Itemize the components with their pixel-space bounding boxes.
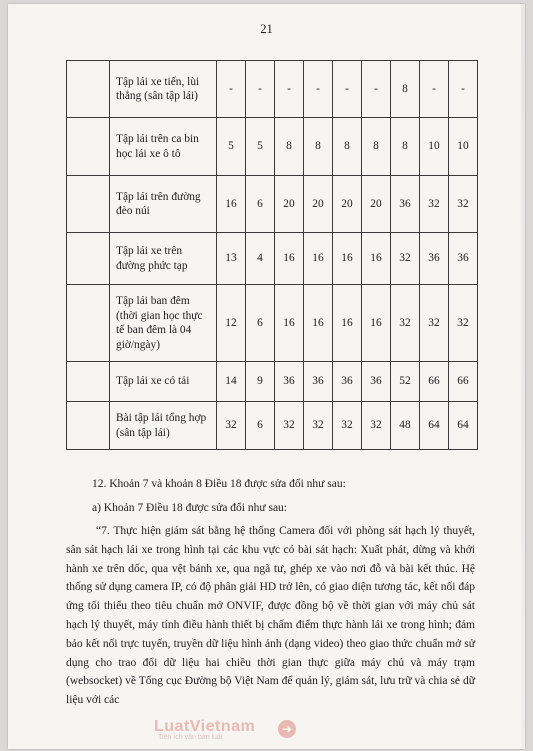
watermark-brand: LuatVietnam	[154, 718, 256, 735]
table-cell-value: 36	[362, 362, 391, 402]
table-cell-label: Tập lái xe tiến, lùi thẳng (sân tập lái)	[110, 61, 217, 118]
table-cell-value: 6	[246, 285, 275, 362]
table-cell-value: 36	[304, 362, 333, 402]
watermark-logo	[154, 718, 304, 744]
table-cell-value: 8	[275, 118, 304, 176]
table-cell-label: Tập lái ban đêm (thời gian học thực tế ban đêm là 04 giờ/ngày)	[110, 285, 217, 362]
table-cell-value: 66	[449, 362, 478, 402]
table-cell-value: 36	[391, 176, 420, 233]
table-cell-value: 8	[391, 61, 420, 118]
table-cell-value: 13	[217, 233, 246, 285]
table-cell-value: 36	[420, 233, 449, 285]
table-cell-value: 14	[217, 362, 246, 402]
table-row	[67, 402, 478, 450]
table-cell-value: 36	[275, 362, 304, 402]
table-cell-value: 10	[420, 118, 449, 176]
table-cell-label: Tập lái trên ca bin học lái xe ô tô	[110, 118, 217, 176]
table-cell-value: 32	[333, 402, 362, 450]
table-cell-value: 32	[449, 285, 478, 362]
section-12-heading: 12. Khoản 7 và khoản 8 Điều 18 được sửa đổi như sau:	[92, 478, 346, 490]
table-cell-label: Bài tập lái tổng hợp (sân tập lái)	[110, 402, 217, 450]
table-cell-value: 32	[420, 285, 449, 362]
table-cell-value: 20	[275, 176, 304, 233]
table-cell-value: -	[217, 61, 246, 118]
table-cell-value: 8	[362, 118, 391, 176]
table-cell-value: -	[304, 61, 333, 118]
table-cell-value: 16	[333, 285, 362, 362]
table-cell-value: 20	[304, 176, 333, 233]
clause-7-text: “7. Thực hiện giám sát bằng hệ thống Camera đối với phòng sát hạch lý thuyết, sân sát hạch lái xe trong hình tại các khu vực có bài sát hạch: Xuất phát, dừng và khởi hành xe trên dốc, qua vệt bánh xe, qua ngã tư, ghép xe vào nơi đỗ và bài kết thúc. Hệ thống sử dụng camera IP, có độ phân giải HD trở lên, có giao diện tương tác, kết nối đáp ứng tối thiểu theo tiêu chuẩn mở ONVIF, được đồng bộ về thời gian với máy chủ sát hạch lý thuyết, máy tính điều hành thiết bị chấm điểm thực hành lái xe trong hình; đảm bảo kết nối trực tuyến, truyền dữ liệu hình ảnh (dạng video) theo giao thức chuẩn mở sử dụng cho trao đổi dữ liệu hai chiều thời gian thực giữa máy chủ và máy trạm (websocket) về Tổng cục Đường bộ Việt Nam để quản lý, giám sát, lưu trữ và chia sẻ dữ liệu với các	[66, 525, 475, 707]
table-cell-value: 32	[217, 402, 246, 450]
table-cell-value: -	[275, 61, 304, 118]
table-cell-blank	[67, 61, 110, 118]
table-cell-value: -	[362, 61, 391, 118]
table-cell-value: 36	[449, 233, 478, 285]
table-cell-blank	[67, 285, 110, 362]
table-cell-value: 12	[217, 285, 246, 362]
table-cell-value: -	[333, 61, 362, 118]
table-cell-value: 32	[391, 233, 420, 285]
table-cell-value: 32	[362, 402, 391, 450]
page-edge	[521, 4, 525, 749]
table-cell-label: Tập lái xe có tải	[110, 362, 217, 402]
table-cell-value: 16	[275, 285, 304, 362]
table-cell-blank	[67, 402, 110, 450]
document-page	[8, 4, 525, 749]
table-row	[67, 285, 478, 362]
table-row	[67, 176, 478, 233]
table-cell-value: 32	[420, 176, 449, 233]
table-cell-value: 6	[246, 176, 275, 233]
table-cell-value: 6	[246, 402, 275, 450]
table-cell-label: Tập lái trên đường đèo núi	[110, 176, 217, 233]
table-cell-value: 32	[304, 402, 333, 450]
table-cell-value: 20	[333, 176, 362, 233]
table-cell-value: 36	[333, 362, 362, 402]
table-cell-value: 64	[449, 402, 478, 450]
table-cell-value: 32	[449, 176, 478, 233]
table-cell-value: 16	[362, 285, 391, 362]
table-cell-label: Tập lái xe trên đường phức tạp	[110, 233, 217, 285]
table-cell-value: 52	[391, 362, 420, 402]
arrow-icon: ➜	[278, 720, 296, 738]
watermark-tagline: Tiện ích văn bản luật	[158, 734, 223, 741]
table-cell-value: 16	[333, 233, 362, 285]
table-cell-blank	[67, 176, 110, 233]
table-cell-value: 16	[304, 285, 333, 362]
table-cell-value: 64	[420, 402, 449, 450]
table-cell-value: 9	[246, 362, 275, 402]
table-cell-value: 16	[304, 233, 333, 285]
table-cell-value: 16	[362, 233, 391, 285]
clause-a-heading: a) Khoản 7 Điều 18 được sửa đổi như sau:	[92, 502, 288, 514]
table-cell-value: 8	[333, 118, 362, 176]
table-cell-blank	[67, 118, 110, 176]
table-row	[67, 118, 478, 176]
page-number: 21	[260, 22, 273, 36]
table-cell-blank	[67, 233, 110, 285]
table-cell-value: 5	[217, 118, 246, 176]
table-cell-value: 4	[246, 233, 275, 285]
table-cell-value: -	[420, 61, 449, 118]
table-row	[67, 61, 478, 118]
table-row	[67, 233, 478, 285]
table-cell-value: -	[449, 61, 478, 118]
table-cell-blank	[67, 362, 110, 402]
table-cell-value: 5	[246, 118, 275, 176]
table-cell-value: 32	[275, 402, 304, 450]
table-cell-value: -	[246, 61, 275, 118]
table-cell-value: 48	[391, 402, 420, 450]
table-cell-value: 16	[217, 176, 246, 233]
table-cell-value: 32	[391, 285, 420, 362]
table-cell-value: 66	[420, 362, 449, 402]
table-cell-value: 8	[304, 118, 333, 176]
table-row	[67, 362, 478, 402]
table-cell-value: 10	[449, 118, 478, 176]
table-cell-value: 20	[362, 176, 391, 233]
table-cell-value: 8	[391, 118, 420, 176]
training-hours-table	[66, 60, 478, 450]
table-cell-value: 16	[275, 233, 304, 285]
